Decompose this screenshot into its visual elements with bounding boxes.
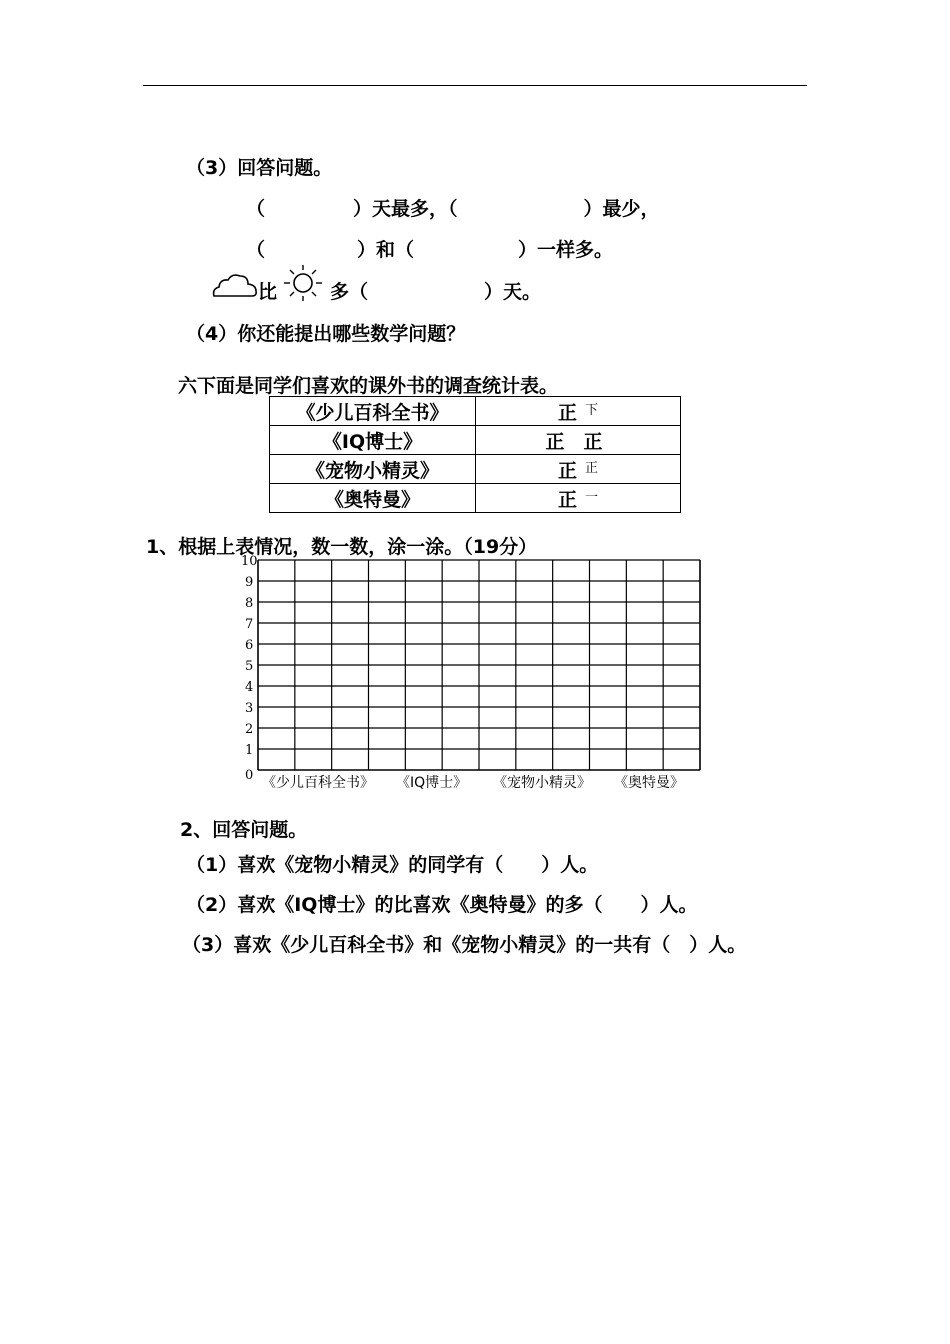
y-tick-label: 4 [245, 680, 254, 695]
x-category-label: 《IQ博士》 [396, 775, 468, 791]
book-name: 《IQ博士》 [270, 426, 476, 455]
answer-line-2: （ ）和（ ）一样多。 [246, 239, 614, 261]
question-1: （1）喜欢《宠物小精灵》的同学有（ ）人。 [186, 854, 599, 876]
tally-mark: 正 $^下$ [476, 397, 681, 426]
book-name: 《少儿百科全书》 [270, 397, 476, 426]
book-name: 《宠物小精灵》 [270, 455, 476, 484]
x-category-label: 《奥特曼》 [614, 775, 684, 791]
y-tick-label: 0 [245, 768, 254, 783]
compare-part-a: 比 [258, 281, 278, 303]
y-tick-label: 10 [241, 554, 258, 569]
question-2: （2）喜欢《IQ博士》的比喜欢《奥特曼》的多（ ）人。 [186, 894, 698, 916]
y-tick-label: 1 [245, 743, 254, 758]
y-tick-label: 9 [245, 575, 254, 590]
tally-mark: 正 正 [476, 426, 681, 455]
y-tick-label: 3 [245, 701, 254, 716]
y-tick-label: 5 [245, 659, 254, 674]
section6-title: 六下面是同学们喜欢的课外书的调查统计表。 [178, 375, 559, 397]
tally-mark: 正 $^正$ [476, 455, 681, 484]
book-name: 《奥特曼》 [270, 484, 476, 513]
y-tick-label: 6 [245, 638, 254, 653]
x-category-label: 《少儿百科全书》 [262, 775, 374, 791]
task2-heading: 2、回答问题。 [180, 819, 308, 841]
part3-heading: （3）回答问题。 [186, 157, 333, 179]
x-category-label: 《宠物小精灵》 [493, 775, 591, 791]
y-tick-label: 8 [245, 596, 254, 611]
compare-part-b: 多（ ）天。 [330, 281, 542, 303]
task1-text: 1、根据上表情况，数一数，涂一涂。（19分） [146, 536, 538, 558]
part4-heading: （4）你还能提出哪些数学问题？ [186, 323, 466, 345]
question-3: （3）喜欢《少儿百科全书》和《宠物小精灵》的一共有（ ）人。 [182, 934, 747, 956]
answer-line-1: （ ）天最多，（ ）最少， [246, 198, 660, 220]
tally-mark: 正 $^一$ [476, 484, 681, 513]
y-tick-label: 2 [245, 722, 254, 737]
y-tick-label: 7 [245, 617, 254, 632]
